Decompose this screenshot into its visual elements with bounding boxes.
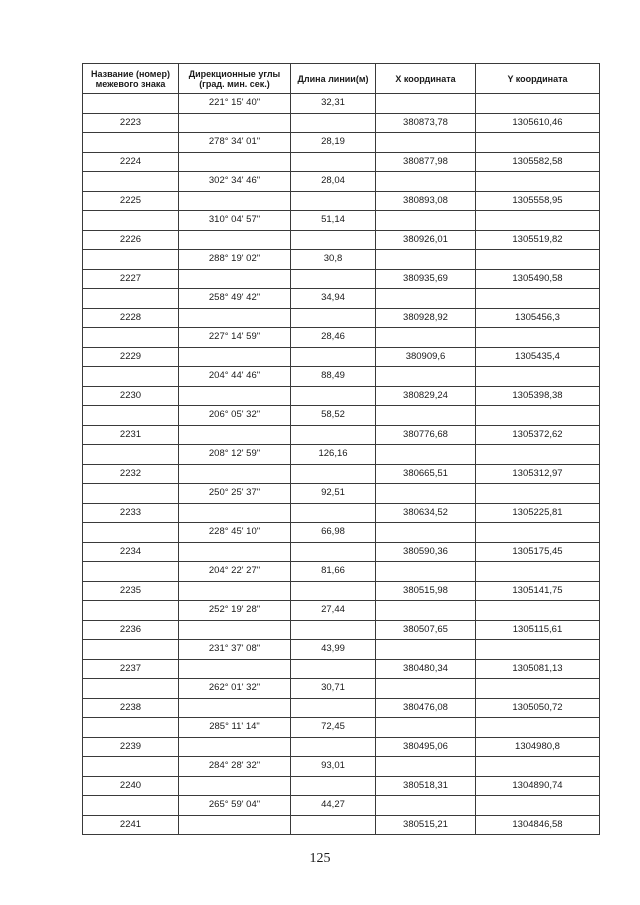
table-row <box>83 464 600 484</box>
cell-x-coordinate: 380518,31 <box>376 776 476 796</box>
cell-line-length <box>291 581 376 601</box>
cell-x-coordinate <box>376 796 476 816</box>
cell-y-coordinate: 1305141,75 <box>476 581 600 601</box>
cell-y-coordinate: 1305175,45 <box>476 542 600 562</box>
table-body <box>83 94 600 835</box>
cell-line-length: 28,19 <box>291 133 376 153</box>
cell-line-length: 43,99 <box>291 640 376 660</box>
cell-direction-angle <box>179 776 291 796</box>
cell-mark-name <box>83 601 179 621</box>
table-row <box>83 542 600 562</box>
table-row <box>83 250 600 270</box>
table-row <box>83 503 600 523</box>
cell-x-coordinate: 380590,36 <box>376 542 476 562</box>
cell-direction-angle <box>179 191 291 211</box>
cell-x-coordinate: 380495,06 <box>376 737 476 757</box>
cell-line-length <box>291 308 376 328</box>
cell-y-coordinate: 1305610,46 <box>476 113 600 133</box>
table-row <box>83 289 600 309</box>
cell-x-coordinate <box>376 523 476 543</box>
cell-mark-name: 2237 <box>83 659 179 679</box>
cell-line-length <box>291 269 376 289</box>
cell-direction-angle <box>179 698 291 718</box>
cell-mark-name: 2241 <box>83 815 179 835</box>
cell-x-coordinate <box>376 250 476 270</box>
cell-x-coordinate: 380515,98 <box>376 581 476 601</box>
cell-y-coordinate <box>476 94 600 114</box>
cell-line-length <box>291 152 376 172</box>
table-row <box>83 815 600 835</box>
cell-direction-angle: 204° 44' 46" <box>179 367 291 387</box>
cell-mark-name: 2235 <box>83 581 179 601</box>
cell-y-coordinate <box>476 406 600 426</box>
cell-mark-name <box>83 796 179 816</box>
cell-mark-name <box>83 640 179 660</box>
cell-x-coordinate <box>376 718 476 738</box>
cell-mark-name: 2231 <box>83 425 179 445</box>
cell-y-coordinate <box>476 172 600 192</box>
header-y-coordinate: Y координата <box>476 64 600 94</box>
cell-direction-angle: 265° 59' 04" <box>179 796 291 816</box>
cell-y-coordinate <box>476 250 600 270</box>
table-row <box>83 191 600 211</box>
cell-x-coordinate <box>376 445 476 465</box>
cell-mark-name <box>83 250 179 270</box>
cell-mark-name: 2239 <box>83 737 179 757</box>
cell-direction-angle <box>179 464 291 484</box>
cell-direction-angle <box>179 308 291 328</box>
cell-x-coordinate <box>376 757 476 777</box>
table-row <box>83 230 600 250</box>
cell-direction-angle: 221° 15' 40" <box>179 94 291 114</box>
cell-line-length <box>291 386 376 406</box>
cell-direction-angle: 227° 14' 59" <box>179 328 291 348</box>
cell-line-length: 88,49 <box>291 367 376 387</box>
cell-y-coordinate: 1305456,3 <box>476 308 600 328</box>
table-row <box>83 152 600 172</box>
cell-x-coordinate: 380909,6 <box>376 347 476 367</box>
cell-direction-angle <box>179 620 291 640</box>
cell-mark-name <box>83 484 179 504</box>
cell-y-coordinate: 1305558,95 <box>476 191 600 211</box>
cell-y-coordinate: 1305081,13 <box>476 659 600 679</box>
cell-x-coordinate: 380476,08 <box>376 698 476 718</box>
cell-x-coordinate: 380893,08 <box>376 191 476 211</box>
cell-y-coordinate <box>476 796 600 816</box>
cell-line-length: 44,27 <box>291 796 376 816</box>
cell-line-length: 28,46 <box>291 328 376 348</box>
cell-direction-angle: 228° 45' 10" <box>179 523 291 543</box>
cell-y-coordinate <box>476 133 600 153</box>
cell-mark-name: 2232 <box>83 464 179 484</box>
cell-x-coordinate: 380877,98 <box>376 152 476 172</box>
cell-x-coordinate: 380507,65 <box>376 620 476 640</box>
cell-y-coordinate: 1305225,81 <box>476 503 600 523</box>
table-row <box>83 796 600 816</box>
cell-mark-name: 2224 <box>83 152 179 172</box>
cell-line-length <box>291 776 376 796</box>
cell-mark-name: 2236 <box>83 620 179 640</box>
cell-mark-name: 2240 <box>83 776 179 796</box>
cell-mark-name <box>83 211 179 231</box>
cell-mark-name <box>83 133 179 153</box>
table-row <box>83 757 600 777</box>
cell-line-length: 72,45 <box>291 718 376 738</box>
cell-x-coordinate: 380873,78 <box>376 113 476 133</box>
cell-x-coordinate: 380935,69 <box>376 269 476 289</box>
cell-mark-name <box>83 445 179 465</box>
boundary-marks-table <box>82 63 600 835</box>
cell-line-length: 28,04 <box>291 172 376 192</box>
cell-direction-angle: 262° 01' 32" <box>179 679 291 699</box>
cell-direction-angle <box>179 152 291 172</box>
table-row <box>83 425 600 445</box>
cell-x-coordinate: 380480,34 <box>376 659 476 679</box>
cell-direction-angle: 231° 37' 08" <box>179 640 291 660</box>
table-row <box>83 308 600 328</box>
cell-direction-angle: 208° 12' 59" <box>179 445 291 465</box>
cell-mark-name <box>83 679 179 699</box>
cell-direction-angle: 284° 28' 32" <box>179 757 291 777</box>
cell-y-coordinate <box>476 718 600 738</box>
header-line-length: Длина линии(м) <box>291 64 376 94</box>
header-row <box>83 64 600 94</box>
table-row <box>83 776 600 796</box>
cell-mark-name <box>83 718 179 738</box>
cell-mark-name: 2229 <box>83 347 179 367</box>
cell-x-coordinate <box>376 406 476 426</box>
table-row <box>83 211 600 231</box>
cell-direction-angle <box>179 113 291 133</box>
cell-x-coordinate <box>376 289 476 309</box>
cell-x-coordinate: 380928,92 <box>376 308 476 328</box>
cell-line-length <box>291 620 376 640</box>
table-row <box>83 269 600 289</box>
cell-direction-angle: 258° 49' 42" <box>179 289 291 309</box>
page-number: 125 <box>309 851 331 866</box>
cell-direction-angle <box>179 230 291 250</box>
cell-y-coordinate: 1304980,8 <box>476 737 600 757</box>
table-row <box>83 737 600 757</box>
cell-line-length: 81,66 <box>291 562 376 582</box>
cell-direction-angle <box>179 386 291 406</box>
cell-line-length <box>291 815 376 835</box>
cell-x-coordinate <box>376 367 476 387</box>
cell-line-length: 32,31 <box>291 94 376 114</box>
cell-line-length <box>291 659 376 679</box>
cell-mark-name: 2233 <box>83 503 179 523</box>
cell-y-coordinate: 1305435,4 <box>476 347 600 367</box>
cell-y-coordinate: 1305490,58 <box>476 269 600 289</box>
cell-line-length: 93,01 <box>291 757 376 777</box>
cell-mark-name: 2225 <box>83 191 179 211</box>
cell-direction-angle: 302° 34' 46" <box>179 172 291 192</box>
cell-mark-name: 2234 <box>83 542 179 562</box>
cell-direction-angle: 288° 19' 02" <box>179 250 291 270</box>
cell-y-coordinate: 1305372,62 <box>476 425 600 445</box>
cell-y-coordinate <box>476 328 600 348</box>
cell-line-length <box>291 113 376 133</box>
cell-y-coordinate <box>476 523 600 543</box>
cell-x-coordinate: 380926,01 <box>376 230 476 250</box>
cell-x-coordinate <box>376 211 476 231</box>
table-row <box>83 445 600 465</box>
cell-x-coordinate: 380776,68 <box>376 425 476 445</box>
cell-line-length <box>291 542 376 562</box>
cell-line-length: 58,52 <box>291 406 376 426</box>
cell-x-coordinate <box>376 172 476 192</box>
cell-direction-angle <box>179 503 291 523</box>
cell-line-length: 34,94 <box>291 289 376 309</box>
cell-y-coordinate: 1305398,38 <box>476 386 600 406</box>
cell-y-coordinate <box>476 679 600 699</box>
cell-y-coordinate: 1304890,74 <box>476 776 600 796</box>
cell-x-coordinate: 380515,21 <box>376 815 476 835</box>
cell-direction-angle: 278° 34' 01" <box>179 133 291 153</box>
cell-line-length: 30,8 <box>291 250 376 270</box>
table-row <box>83 698 600 718</box>
cell-x-coordinate: 380829,24 <box>376 386 476 406</box>
table-row <box>83 113 600 133</box>
cell-mark-name: 2223 <box>83 113 179 133</box>
table-row <box>83 601 600 621</box>
cell-mark-name: 2238 <box>83 698 179 718</box>
table-row <box>83 581 600 601</box>
header-direction-angle: Дирекционные углы (град. мин. сек.) <box>179 64 291 94</box>
cell-x-coordinate <box>376 133 476 153</box>
cell-direction-angle <box>179 542 291 562</box>
cell-line-length: 51,14 <box>291 211 376 231</box>
cell-direction-angle <box>179 659 291 679</box>
cell-direction-angle: 206° 05' 32" <box>179 406 291 426</box>
cell-direction-angle <box>179 815 291 835</box>
cell-direction-angle: 204° 22' 27" <box>179 562 291 582</box>
cell-line-length: 126,16 <box>291 445 376 465</box>
table-row <box>83 94 600 114</box>
cell-x-coordinate <box>376 484 476 504</box>
cell-direction-angle <box>179 347 291 367</box>
cell-line-length: 30,71 <box>291 679 376 699</box>
cell-mark-name <box>83 523 179 543</box>
table-row <box>83 640 600 660</box>
cell-mark-name <box>83 367 179 387</box>
cell-y-coordinate: 1305519,82 <box>476 230 600 250</box>
cell-mark-name: 2230 <box>83 386 179 406</box>
table-row <box>83 718 600 738</box>
cell-mark-name: 2228 <box>83 308 179 328</box>
table-row <box>83 386 600 406</box>
cell-line-length <box>291 347 376 367</box>
cell-x-coordinate <box>376 601 476 621</box>
cell-y-coordinate <box>476 757 600 777</box>
cell-direction-angle <box>179 425 291 445</box>
cell-line-length <box>291 464 376 484</box>
cell-x-coordinate <box>376 94 476 114</box>
table-row <box>83 659 600 679</box>
cell-y-coordinate <box>476 289 600 309</box>
cell-y-coordinate: 1304846,58 <box>476 815 600 835</box>
table-row <box>83 679 600 699</box>
cell-y-coordinate: 1305582,58 <box>476 152 600 172</box>
cell-y-coordinate <box>476 640 600 660</box>
cell-direction-angle <box>179 737 291 757</box>
table-row <box>83 328 600 348</box>
cell-y-coordinate <box>476 601 600 621</box>
cell-mark-name <box>83 94 179 114</box>
table-row <box>83 523 600 543</box>
table-row <box>83 620 600 640</box>
cell-line-length <box>291 698 376 718</box>
cell-mark-name <box>83 289 179 309</box>
table-header <box>83 64 600 94</box>
cell-x-coordinate <box>376 679 476 699</box>
cell-direction-angle <box>179 269 291 289</box>
header-x-coordinate: X координата <box>376 64 476 94</box>
cell-line-length: 92,51 <box>291 484 376 504</box>
cell-x-coordinate <box>376 328 476 348</box>
cell-line-length <box>291 191 376 211</box>
cell-direction-angle: 252° 19' 28" <box>179 601 291 621</box>
cell-x-coordinate: 380665,51 <box>376 464 476 484</box>
cell-line-length <box>291 503 376 523</box>
cell-direction-angle: 285° 11' 14" <box>179 718 291 738</box>
cell-line-length: 66,98 <box>291 523 376 543</box>
cell-y-coordinate <box>476 484 600 504</box>
cell-x-coordinate <box>376 640 476 660</box>
table-row <box>83 484 600 504</box>
cell-mark-name <box>83 757 179 777</box>
cell-y-coordinate <box>476 211 600 231</box>
cell-x-coordinate: 380634,52 <box>376 503 476 523</box>
cell-line-length <box>291 230 376 250</box>
table-row <box>83 406 600 426</box>
cell-mark-name <box>83 562 179 582</box>
cell-y-coordinate <box>476 367 600 387</box>
cell-mark-name <box>83 328 179 348</box>
header-mark-name: Название (номер) межевого знака <box>83 64 179 94</box>
cell-direction-angle: 250° 25' 37" <box>179 484 291 504</box>
table-row <box>83 133 600 153</box>
table-row <box>83 562 600 582</box>
cell-y-coordinate <box>476 445 600 465</box>
cell-direction-angle: 310° 04' 57" <box>179 211 291 231</box>
cell-line-length <box>291 737 376 757</box>
table-row <box>83 367 600 387</box>
cell-y-coordinate: 1305050,72 <box>476 698 600 718</box>
cell-line-length: 27,44 <box>291 601 376 621</box>
cell-direction-angle <box>179 581 291 601</box>
cell-mark-name <box>83 172 179 192</box>
cell-mark-name: 2227 <box>83 269 179 289</box>
cell-mark-name <box>83 406 179 426</box>
table-row <box>83 172 600 192</box>
cell-y-coordinate: 1305115,61 <box>476 620 600 640</box>
cell-mark-name: 2226 <box>83 230 179 250</box>
cell-line-length <box>291 425 376 445</box>
table-row <box>83 347 600 367</box>
cell-y-coordinate <box>476 562 600 582</box>
cell-y-coordinate: 1305312,97 <box>476 464 600 484</box>
cell-x-coordinate <box>376 562 476 582</box>
